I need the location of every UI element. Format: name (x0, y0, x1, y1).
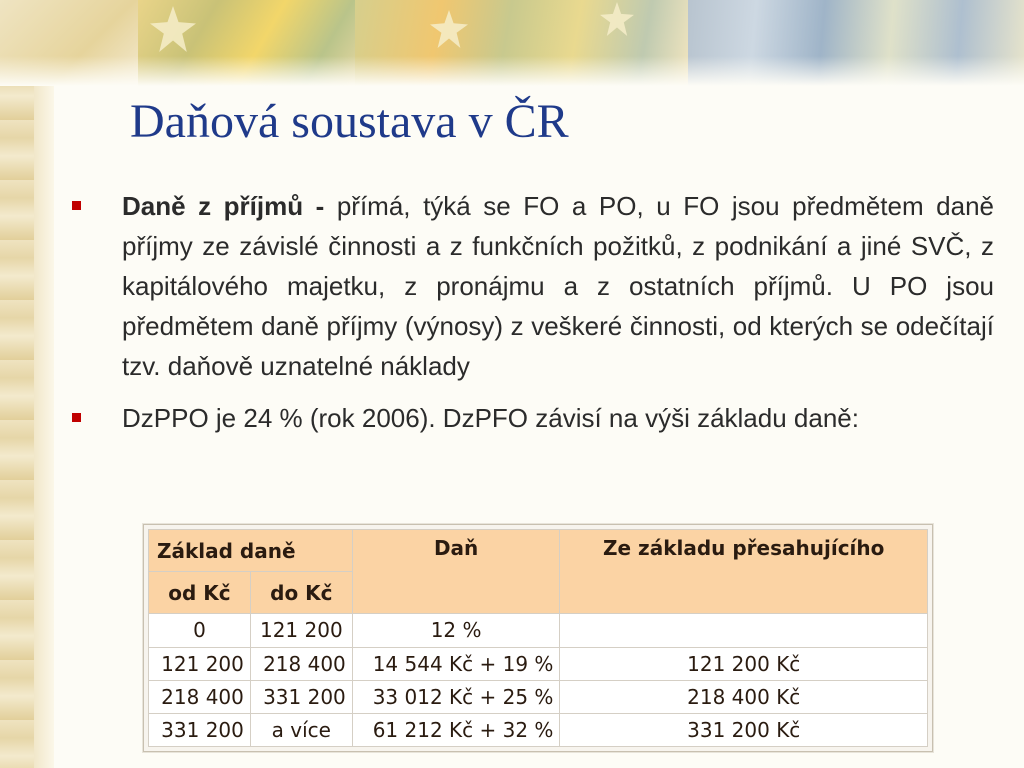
table-row (149, 680, 928, 713)
cell-tax: 61 212 Kč + 32 % (352, 713, 560, 746)
cell-from: 0 (149, 614, 251, 647)
bullet-item (72, 398, 994, 438)
cell-over: 218 400 Kč (560, 680, 928, 713)
cell-to: 218 400 (250, 647, 352, 680)
cell-tax: 33 012 Kč + 25 % (352, 680, 560, 713)
header-from: od Kč (149, 572, 251, 614)
cell-to: a více (250, 713, 352, 746)
decorative-left-band (0, 0, 35, 768)
bullet-list (72, 186, 994, 450)
cell-to: 121 200 (250, 614, 352, 647)
square-bullet-icon (72, 413, 81, 422)
tax-table-frame (143, 524, 933, 752)
table-row (149, 647, 928, 680)
cell-to: 331 200 (250, 680, 352, 713)
table-row (149, 713, 928, 746)
header-tax: Daň (352, 530, 560, 614)
header-base: Základ daně (149, 530, 353, 572)
bullet-lead: Daně z příjmů - (122, 191, 337, 221)
cell-tax: 14 544 Kč + 19 % (352, 647, 560, 680)
bullet-text: DzPPO je 24 % (rok 2006). DzPFO závisí na výši základu daně: (122, 403, 859, 433)
bullet-item (72, 186, 994, 386)
cell-from: 331 200 (149, 713, 251, 746)
table-row (149, 614, 928, 647)
cell-from: 218 400 (149, 680, 251, 713)
cell-over: 331 200 Kč (560, 713, 928, 746)
cell-from: 121 200 (149, 647, 251, 680)
bullet-text: přímá, týká se FO a PO, u FO jsou předmětem daně příjmy ze závislé činnosti a z funkčních požitků, z podnikání a jiné SVČ, z kapitálového majetku, z pronájmu a z ostatních příjmů. U PO jsou předmětem daně příjmy (výnosy) z veškeré činnosti, od kterých se odečítají tzv. daňově uznatelné náklady (122, 191, 994, 381)
tax-table (148, 529, 928, 747)
cell-over: 121 200 Kč (560, 647, 928, 680)
header-over: Ze základu přesahujícího (560, 530, 928, 614)
banner-fade (0, 56, 1024, 86)
cell-over (560, 614, 928, 647)
slide-title: Daňová soustava v ČR (130, 95, 569, 148)
header-to: do Kč (250, 572, 352, 614)
square-bullet-icon (72, 201, 81, 210)
decorative-top-banner (0, 0, 1024, 86)
decorative-left-fade (34, 0, 54, 768)
cell-tax: 12 % (352, 614, 560, 647)
